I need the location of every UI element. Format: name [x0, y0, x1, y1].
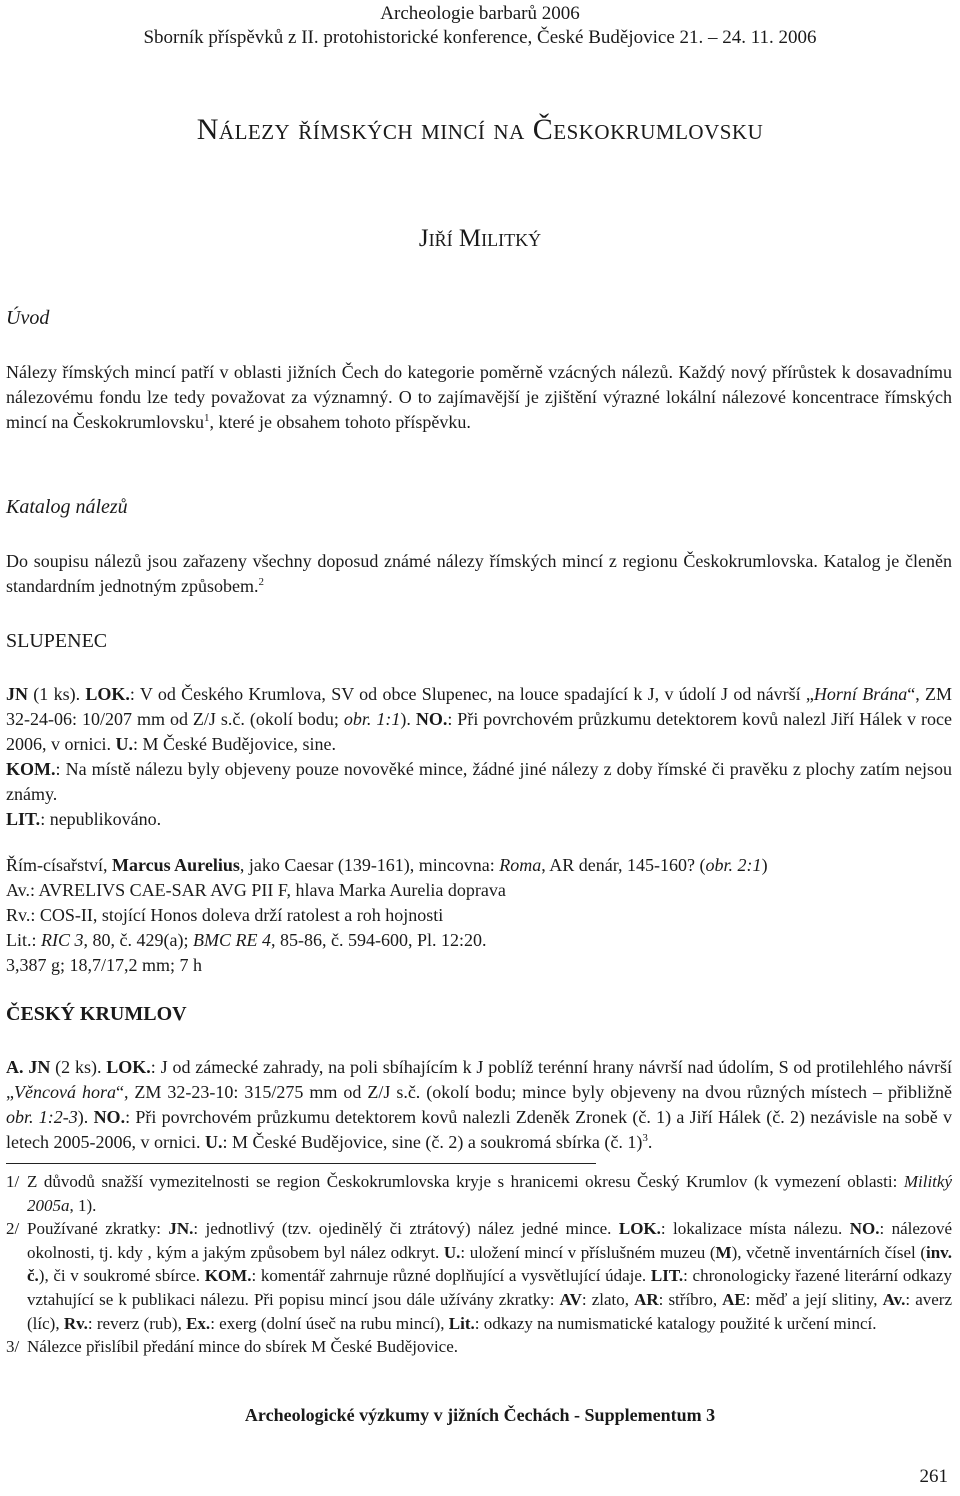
- footnote-ref-1[interactable]: 1: [203, 412, 210, 424]
- fn2-f: ), včetně inventárních čísel (: [731, 1242, 926, 1262]
- lok2-text-3: ).: [77, 1107, 94, 1127]
- fn2-avr: Av.: [882, 1289, 906, 1309]
- fn2-e: : uložení mincí v příslušném muzeu (: [460, 1242, 716, 1262]
- label-no-2: NO.: [93, 1107, 126, 1127]
- fn2-u: U.: [443, 1242, 461, 1262]
- slupenec-heading: SLUPENEC: [6, 630, 108, 652]
- footnote-2-number: 2/: [6, 1219, 20, 1239]
- fn2-no: NO.: [849, 1219, 880, 1239]
- place-name-2: Věncová hora: [14, 1082, 116, 1102]
- fn2-o: : exerg (dolní úseč na rubu mincí),: [210, 1313, 449, 1333]
- lok2-text: : J od zámecké zahrady, na poli sbíhajícím k J poblíž terénní hrany návrší nad údolím, S od protilehlého návrší „: [6, 1057, 953, 1102]
- fn2-k: : stříbro,: [658, 1289, 723, 1309]
- fn2-ae: AE: [722, 1289, 746, 1309]
- coin-text-c: , AR denár, 145-160? (: [541, 855, 706, 875]
- fn2-b: : jednotlivý (tzv. ojedinělý či ztrátový) nález jedné mince.: [193, 1219, 619, 1239]
- fn2-ar: AR: [634, 1289, 659, 1309]
- label-lok: LOK.: [85, 684, 130, 704]
- no2-text: : Při povrchovém průzkumu detektorem kovů nalezli Zdeněk Zronek (č. 1) a Jiří Hálek (č. 2) nezávisle na sobě v letech 2005-2006, v ornici.: [6, 1107, 953, 1152]
- fn2-n: : reverz (rub),: [87, 1313, 187, 1333]
- label-jn: JN: [6, 684, 28, 704]
- running-header: [0, 2, 960, 50]
- intro-text: Nálezy římských mincí patří v oblasti jižních Čech do kategorie poměrně vzácných nálezů. Každý nový přírůstek k dosavadnímu nálezovému fondu lze tedy považovat za významný. O to zajímavější je zjištění výrazné lokální nálezové koncentrace římských mincí na Českokrumlovsku: [6, 362, 952, 432]
- coin-obverse: Av.: AVRELIVS CAE-SAR AVG PII F, hlava Marka Aurelia doprava: [6, 880, 506, 900]
- journal-footer: Archeologické výzkumy v jižních Čechách - Supplementum 3: [244, 1405, 716, 1425]
- fn2-inv: inv. č.: [27, 1242, 952, 1286]
- u2-text: : M České Budějovice, sine (č. 2) a soukromá sbírka (č. 1): [222, 1132, 643, 1152]
- coin-text-d: ): [761, 855, 768, 875]
- coin-reverse: Rv.: COS-II, stojící Honos doleva drží ratolest a roh hojnosti: [6, 905, 444, 925]
- section-catalog: [6, 494, 952, 520]
- place-name: Horní Brána: [813, 684, 908, 704]
- footnote-1: [6, 1170, 952, 1217]
- lok-text: : V od Českého Krumlova, SV od obce Slupenec, na louce spadající k J, v údolí J od návrší „: [129, 684, 814, 704]
- article-title: Nálezy římských mincí na Českokrumlovsku: [196, 113, 764, 146]
- a-jn-value: (2 ks).: [50, 1057, 107, 1077]
- coin-lit-b: , 80, č. 429(a);: [83, 930, 193, 950]
- fn2-a: Používané zkratky:: [27, 1219, 169, 1239]
- jn-value: (1 ks).: [28, 684, 86, 704]
- catalog-paragraph: [6, 549, 952, 599]
- fn2-h: : komentář zahrnuje různé doplňující a vysvětlující údaje.: [251, 1266, 651, 1286]
- coin-ruler: Marcus Aurelius: [112, 855, 240, 875]
- label-lok-2: LOK.: [106, 1057, 151, 1077]
- label-lit: LIT.: [6, 809, 41, 829]
- footnote-divider: [6, 1163, 596, 1164]
- fn2-g: ), či v soukromé sbírce.: [38, 1266, 205, 1286]
- catalog-heading: Katalog nálezů: [6, 496, 128, 518]
- section-intro: [6, 305, 952, 331]
- footnote-3-number: 3/: [6, 1337, 20, 1357]
- footnote-ref-3[interactable]: 3: [642, 1132, 648, 1144]
- coin-weight: 3,387 g; 18,7/17,2 mm; 7 h: [6, 955, 203, 975]
- footnotes: [6, 1170, 952, 1359]
- footnote-1-end: , 1).: [69, 1195, 97, 1215]
- coin-text-a: Řím-císařství,: [6, 855, 112, 875]
- label-u: U.: [115, 734, 133, 754]
- footnote-1-text: Z důvodů snažší vymezitelnosti se region Českokrumlovska kryje s hranicemi okresu Český Krumlov (k vymezení oblasti:: [27, 1172, 904, 1191]
- label-kom: KOM.: [6, 759, 56, 779]
- slupenec-section: [6, 628, 952, 654]
- fn2-i: : chronologicky řazené literární odkazy vztahující se k publikaci nálezu. Při popisu mincí jsou dále užívány zkratky:: [27, 1266, 952, 1309]
- intro-heading: Úvod: [6, 307, 50, 329]
- fn2-j: : zlato,: [581, 1289, 635, 1309]
- footnote-3: [6, 1335, 952, 1359]
- fn2-lit2: Lit.: [448, 1313, 475, 1333]
- no-text: : Při povrchovém průzkumu detektorem kovů nalezl Jiří Hálek v roce 2006, v ornici.: [6, 709, 953, 754]
- krumlov-heading: ČESKÝ KRUMLOV: [6, 1003, 187, 1025]
- krumlov-section: [6, 1001, 952, 1027]
- krumlov-entry: [6, 1055, 952, 1155]
- catalog-text: Do soupisu nálezů jsou zařazeny všechny doposud známé nálezy římských mincí z regionu Českokrumlovska. Katalog je členěn standardním jednotným způsobem.: [6, 551, 952, 596]
- coin-bmc: BMC RE 4: [192, 930, 271, 950]
- u-text: : M České Budějovice, sine.: [133, 734, 336, 754]
- label-a-jn: A. JN: [6, 1057, 51, 1077]
- figure-ref-2: obr. 1:2-3: [6, 1107, 78, 1127]
- coin-mint: Roma: [499, 855, 542, 875]
- fn2-kom: KOM.: [204, 1266, 252, 1286]
- label-u-2: U.: [204, 1132, 223, 1152]
- coin-ric: RIC 3: [41, 930, 84, 950]
- intro-text-end: , které je obsahem tohoto příspěvku.: [209, 412, 471, 432]
- intro-paragraph: [6, 360, 952, 435]
- header-line-1: Archeologie barbarů 2006: [380, 3, 580, 24]
- fn2-rv: Rv.: [63, 1313, 88, 1333]
- article-author: Jiří Militký: [418, 225, 542, 252]
- fn2-jn: JN.: [168, 1219, 194, 1239]
- kom-text: : Na místě nálezu byly objeveny pouze novověké mince, žádné jiné nálezy z doby římské či pravěku z plochy zatím nejsou známy.: [6, 759, 952, 804]
- lok2-text-2: “, ZM 32-23-10: 315/275 mm od Z/J s.č. (okolí bodu; mince byly objeveny na dvou různých místech – přibližně: [115, 1082, 953, 1102]
- fn2-ex: Ex.: [186, 1313, 211, 1333]
- fn2-c: : lokalizace místa nálezu.: [660, 1219, 850, 1239]
- footnote-3-text: Nálezce přislíbil předání mince do sbírek M České Budějovice.: [27, 1337, 459, 1357]
- fn2-av: AV: [559, 1289, 582, 1309]
- slupenec-entry: [6, 682, 952, 832]
- footnote-1-number: 1/: [6, 1172, 20, 1191]
- fn2-d: : nálezové okolnosti, tj. kdy , kým a jakým způsobem byl nález odkryt.: [27, 1219, 952, 1262]
- header-line-2: Sborník příspěvků z II. protohistorické konference, České Budějovice 21. – 24. 11. 2006: [143, 27, 817, 48]
- coin-lit-a: Lit.:: [6, 930, 41, 950]
- fn2-mm: : averz (líc),: [27, 1289, 952, 1333]
- coin-figure-ref: obr. 2:1: [705, 855, 762, 875]
- lit-text: : nepublikováno.: [40, 809, 162, 829]
- u2-end: .: [647, 1132, 653, 1152]
- lok-text-3: ).: [400, 709, 416, 729]
- lok-text-2: “, ZM 32-24-06: 10/207 mm od Z/J s.č. (okolí bodu;: [6, 684, 953, 729]
- fn2-p: : odkazy na numismatické katalogy použité k určení mincí.: [474, 1313, 877, 1333]
- figure-ref: obr. 1:1: [343, 709, 401, 729]
- page-number: 261: [919, 1466, 948, 1487]
- fn2-l: : měď a její slitiny,: [745, 1289, 883, 1309]
- label-no: NO.: [415, 709, 448, 729]
- footnote-1-ref: Militký 2005a: [27, 1172, 952, 1215]
- fn2-lit: LIT.: [650, 1266, 684, 1286]
- coin-text-b: , jako Caesar (139-161), mincovna:: [239, 855, 500, 875]
- coin-description: [6, 853, 952, 978]
- fn2-m: M: [715, 1242, 732, 1262]
- fn2-lok: LOK.: [618, 1219, 661, 1239]
- coin-lit-c: , 85-86, č. 594-600, Pl. 12:20.: [270, 930, 487, 950]
- footnote-2: [6, 1217, 952, 1335]
- footnote-ref-2[interactable]: 2: [258, 576, 264, 588]
